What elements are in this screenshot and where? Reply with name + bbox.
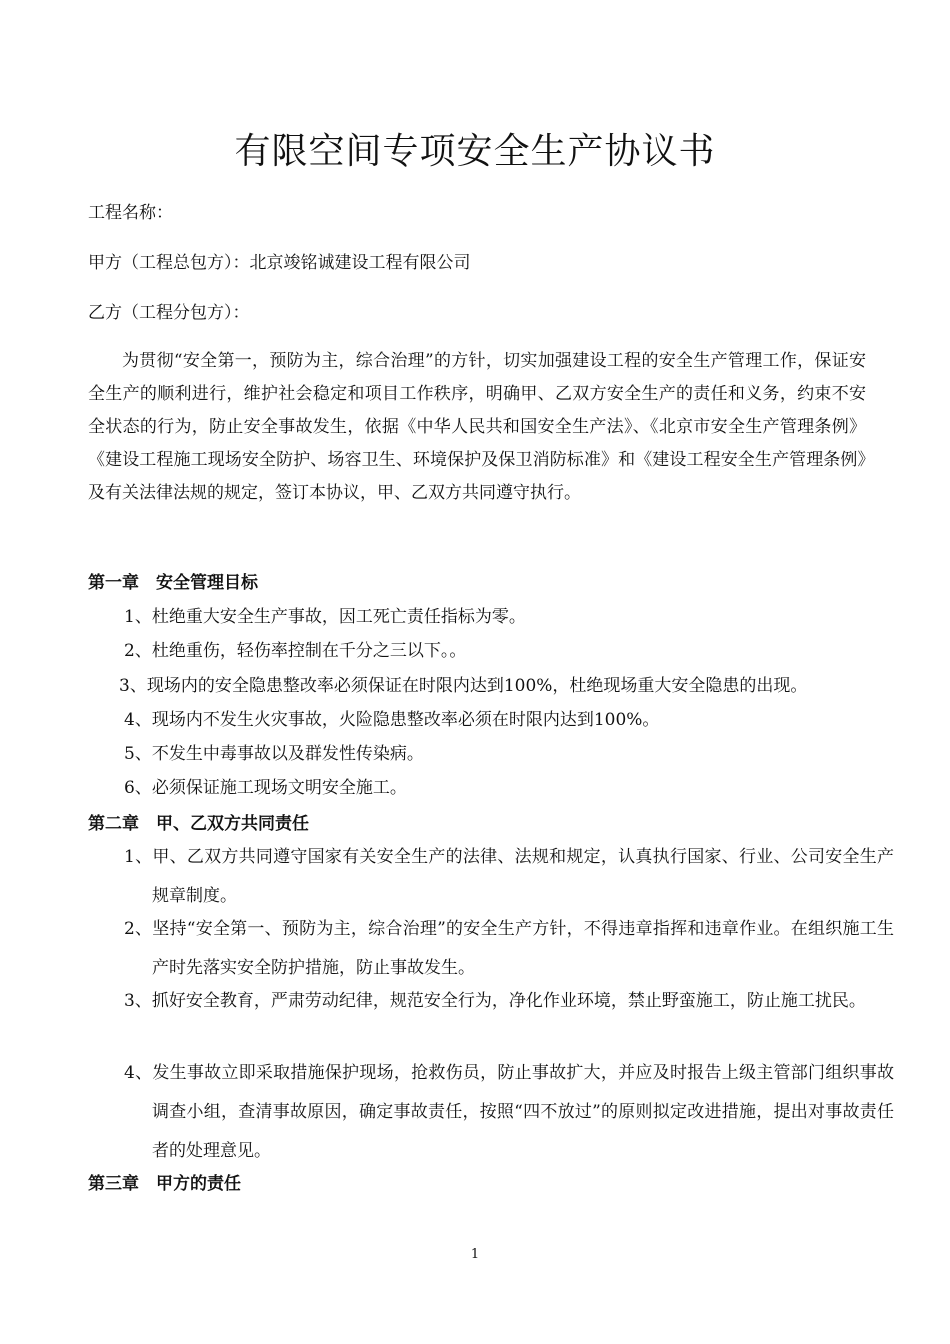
- chapter-2-heading: 第二章 甲、乙双方共同责任: [88, 814, 309, 834]
- chapter-1-item-1: 1、杜绝重大安全生产事故，因工死亡责任指标为零。: [124, 607, 526, 627]
- chapter-2-item-4: 4、发生事故立即采取措施保护现场，抢救伤员，防止事故扩大，并应及时报告上级主管部门组织事故调查小组，查清事故原因，确定事故责任，按照“四不放过”的原则拟定改进措施，提出对事故责任者的处理意见。: [124, 1063, 894, 1161]
- chapter-1-heading: 第一章 安全管理目标: [88, 573, 258, 593]
- chapter-2-item-2: 2、坚持“安全第一、预防为主，综合治理”的安全生产方针，不得违章指挥和违章作业。在组织施工生产时先落实安全防护措施，防止事故发生。: [124, 919, 894, 978]
- chapter-1-item-5: 5、不发生中毒事故以及群发性传染病。: [124, 744, 424, 764]
- party-b-field: 乙方（工程分包方）：: [88, 303, 250, 323]
- chapter-1-item-3: 3、现场内的安全隐患整改率必须保证在时限内达到100%，杜绝现场重大安全隐患的出现。: [119, 676, 808, 696]
- chapter-2-item-1: 1、甲、乙双方共同遵守国家有关安全生产的法律、法规和规定，认真执行国家、行业、公司安全生产规章制度。: [124, 847, 894, 906]
- chapter-3-heading: 第三章 甲方的责任: [88, 1174, 241, 1194]
- intro-paragraph: 为贯彻“安全第一，预防为主，综合治理”的方针，切实加强建设工程的安全生产管理工作，保证安全生产的顺利进行，维护社会稳定和项目工作秩序，明确甲、乙双方安全生产的责任和义务，约束不安全状态的行为，防止安全事故发生，依据《中华人民共和国安全生产法》、《北京市安全生产管理条例》《建设工程施工现场安全防护、场容卫生、环境保护及保卫消防标准》和《建设工程安全生产管理条例》及有关法律法规的规定，签订本协议，甲、乙双方共同遵守执行。: [88, 351, 866, 503]
- document-title: 有限空间专项安全生产协议书: [234, 131, 716, 172]
- chapter-1-item-2: 2、杜绝重伤，轻伤率控制在千分之三以下。。: [124, 641, 467, 661]
- project-name-field: 工程名称：: [88, 203, 173, 223]
- page-number: 1: [470, 1247, 480, 1262]
- chapter-2-item-3: 3、抓好安全教育，严肃劳动纪律，规范安全行为，净化作业环境，禁止野蛮施工，防止施工扰民。: [124, 991, 866, 1011]
- chapter-1-item-6: 6、必须保证施工现场文明安全施工。: [124, 778, 407, 798]
- party-a-field: 甲方（工程总包方）：北京竣铭诚建设工程有限公司: [88, 253, 471, 273]
- chapter-1-item-4: 4、现场内不发生火灾事故，火险隐患整改率必须在时限内达到100%。: [124, 710, 660, 730]
